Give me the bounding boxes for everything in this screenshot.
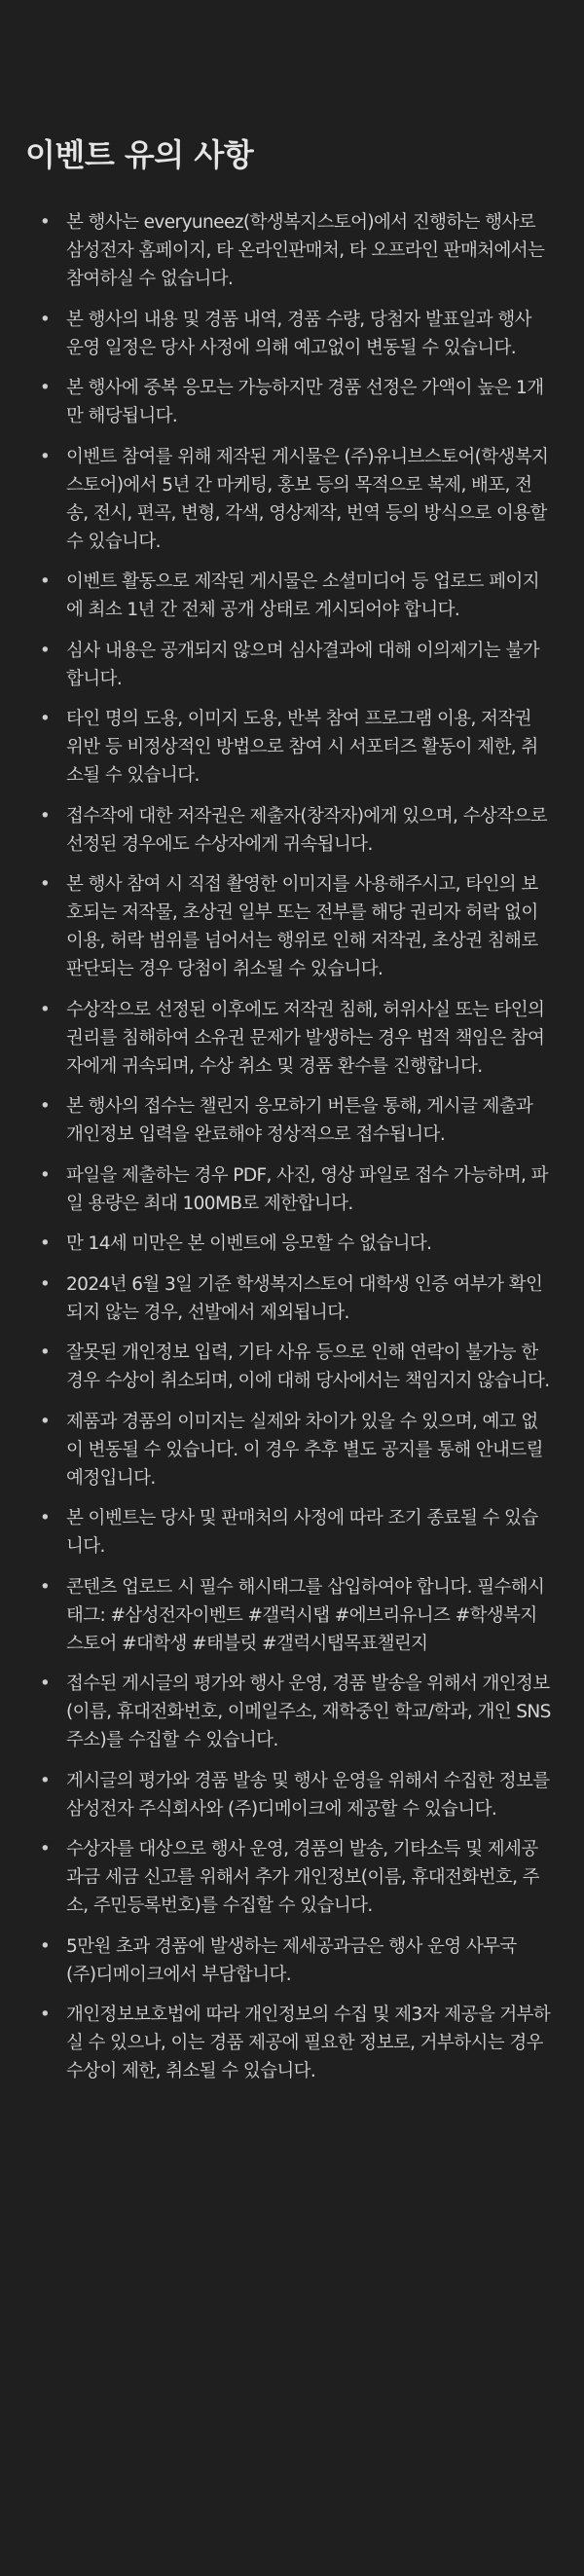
bullet-icon: • (39, 571, 51, 593)
notice-item (25, 1504, 561, 1561)
bullet-icon: • (39, 1096, 51, 1118)
notice-item-text: 제품과 경품의 이미지는 실제와 차이가 있을 수 있으며, 예고 없이 변동될 수 있습니다. 이 경우 추후 별도 공지를 통해 안내드릴 예정입니다. (66, 1411, 543, 1489)
notice-item-text: 타인 명의 도용, 이미지 도용, 반복 참여 프로그램 이용, 저작권 위반 등 비정상적인 방법으로 참여 시 서포터즈 활동이 제한, 취소될 수 있습니다. (66, 709, 538, 787)
notice-item (25, 1767, 561, 1823)
bullet-icon: • (39, 1508, 51, 1529)
bullet-icon: • (39, 1576, 51, 1598)
notice-item-text: 접수된 게시글의 평가와 행사 운영, 경품 발송을 위해서 개인정보(이름, 휴대전화번호, 이메일주소, 재학중인 학교/학과, 개인 SNS주소)를 수집할 수 있습니다. (66, 1674, 551, 1751)
bullet-icon: • (39, 1935, 51, 1957)
bullet-icon: • (39, 309, 51, 330)
notice-item-text: 본 행사 참여 시 직접 촬영한 이미지를 사용해주시고, 타인의 보호되는 저작물, 초상권 일부 또는 전부를 해당 권리자 허락 없이 이용, 허락 범위를 넘어서는 행위로 인해 저작권, 초상권 침해로 판단되는 경우 당첨이 취소될 수 있습니다. (66, 874, 538, 980)
notice-item (25, 1092, 561, 1149)
notice-item-text: 2024년 6월 3일 기준 학생복지스토어 대학생 인증 여부가 확인되지 않는 경우, 선발에서 제외됩니다. (66, 1273, 543, 1323)
bullet-icon: • (39, 378, 51, 399)
bullet-icon: • (39, 999, 51, 1020)
notice-item (25, 1573, 561, 1658)
bullet-icon: • (39, 446, 51, 467)
notice-item-text: 본 행사의 접수는 챌린지 응모하기 버튼을 통해, 게시글 제출과 개인정보 입력을 완료해야 정상적으로 접수됩니다. (66, 1096, 533, 1146)
notice-item (25, 208, 561, 293)
bullet-icon: • (39, 212, 51, 234)
notice-item (25, 802, 561, 859)
notice-item (25, 705, 561, 790)
bullet-icon: • (39, 1770, 51, 1791)
bullet-icon: • (39, 1411, 51, 1432)
bullet-icon: • (39, 1233, 51, 1255)
notice-item (25, 1339, 561, 1395)
notice-item-text: 이벤트 참여를 위해 제작된 게시물은 (주)유니브스토어(학생복지스토어)에서 5년 간 마케팅, 홍보 등의 목적으로 복제, 배포, 전송, 전시, 편곡, 변형, 각색, 영상제작, 번역 등의 방식으로 이용할 수 있습니다. (66, 446, 549, 552)
notice-list (25, 208, 561, 2085)
notice-item (25, 1835, 561, 1920)
notice-item-text: 개인정보보호법에 따라 개인정보의 수집 및 제3자 제공을 거부하실 수 있으나, 이는 경품 제공에 필요한 정보로, 거부하시는 경우 수상이 제한, 취소될 수 있습니다. (66, 2005, 551, 2082)
notice-item (25, 1161, 561, 1218)
notice-item-text: 파일을 제출하는 경우 PDF, 사진, 영상 파일로 접수 가능하며, 파일 용량은 최대 100MB로 제한합니다. (66, 1164, 548, 1214)
notice-item-text: 만 14세 미만은 본 이벤트에 응모할 수 없습니다. (66, 1233, 432, 1255)
notice-item-text: 5만원 초과 경품에 발생하는 제세공과금은 행사 운영 사무국 (주)디메이크에서 부담합니다. (66, 1935, 517, 1985)
bullet-icon: • (39, 2005, 51, 2026)
notice-item (25, 1230, 561, 1258)
notice-item (25, 1670, 561, 1754)
bullet-icon: • (39, 640, 51, 661)
notice-item (25, 1270, 561, 1327)
notice-item (25, 996, 561, 1081)
notice-item-text: 본 행사의 내용 및 경품 내역, 경품 수량, 당첨자 발표일과 행사 운영 일정은 당사 사정에 의해 예고없이 변동될 수 있습니다. (66, 309, 531, 358)
notice-item (25, 870, 561, 983)
bullet-icon: • (39, 1343, 51, 1364)
page-title: 이벤트 유의 사항 (25, 136, 254, 173)
bullet-icon: • (39, 874, 51, 896)
bullet-icon: • (39, 805, 51, 827)
notice-item (25, 568, 561, 624)
notice-item-text: 게시글의 평가와 경품 발송 및 행사 운영을 위해서 수집한 정보를 삼성전자 주식회사와 (주)디메이크에 제공할 수 있습니다. (66, 1770, 550, 1820)
notice-item-text: 심사 내용은 공개되지 않으며 심사결과에 대해 이의제기는 불가합니다. (66, 640, 540, 689)
notice-item-text: 접수작에 대한 저작권은 제출자(창작자)에게 있으며, 수상작으로 선정된 경우에도 수상자에게 귀속됩니다. (66, 805, 547, 855)
notice-item (25, 1932, 561, 1989)
notice-item (25, 443, 561, 556)
notice-item-text: 본 이벤트는 당사 및 판매처의 사정에 따라 조기 종료될 수 있습니다. (66, 1508, 538, 1558)
notice-item (25, 306, 561, 362)
notice-item (25, 1408, 561, 1492)
bullet-icon: • (39, 1164, 51, 1186)
bullet-icon: • (39, 1273, 51, 1295)
notice-item-text: 수상작으로 선정된 이후에도 저작권 침해, 허위사실 또는 타인의 권리를 침해하여 소유권 문제가 발생하는 경우 법적 책임은 참여자에게 귀속되며, 수상 취소 및 경품 환수를 진행합니다. (66, 999, 545, 1077)
notice-item-text: 잘못된 개인정보 입력, 기타 사유 등으로 인해 연락이 불가능 한 경우 수상이 취소되며, 이에 대해 당사에서는 책임지지 않습니다. (66, 1343, 550, 1392)
notice-item (25, 374, 561, 430)
notice-item (25, 2001, 561, 2085)
notice-item (25, 637, 561, 693)
notice-item-text: 본 행사에 중복 응모는 가능하지만 경품 선정은 가액이 높은 1개만 해당됩니다. (66, 378, 544, 427)
bullet-icon: • (39, 709, 51, 730)
bullet-icon: • (39, 1674, 51, 1695)
notice-item-text: 본 행사는 everyuneez(학생복지스토어)에서 진행하는 행사로 삼성전자 홈페이지, 타 온라인판매처, 타 오프라인 판매처에서는 참여하실 수 없습니다. (66, 212, 545, 290)
notice-item-text: 이벤트 활동으로 제작된 게시물은 소셜미디어 등 업로드 페이지에 최소 1년 간 전체 공개 상태로 게시되어야 합니다. (66, 571, 540, 621)
notice-item-text: 수상자를 대상으로 행사 운영, 경품의 발송, 기타소득 및 제세공과금 세금 신고를 위해서 추가 개인정보(이름, 휴대전화번호, 주소, 주민등록번호)를 수집할 수 있습니다. (66, 1839, 539, 1917)
bullet-icon: • (39, 1839, 51, 1860)
notice-item-text: 콘텐츠 업로드 시 필수 해시태그를 삽입하여야 합니다. 필수해시태그: #삼성전자이벤트 #갤럭시탭 #에브리유니즈 #학생복지스토어 #대학생 #태블릿 #갤럭시탭목표챌린지 (66, 1576, 545, 1654)
